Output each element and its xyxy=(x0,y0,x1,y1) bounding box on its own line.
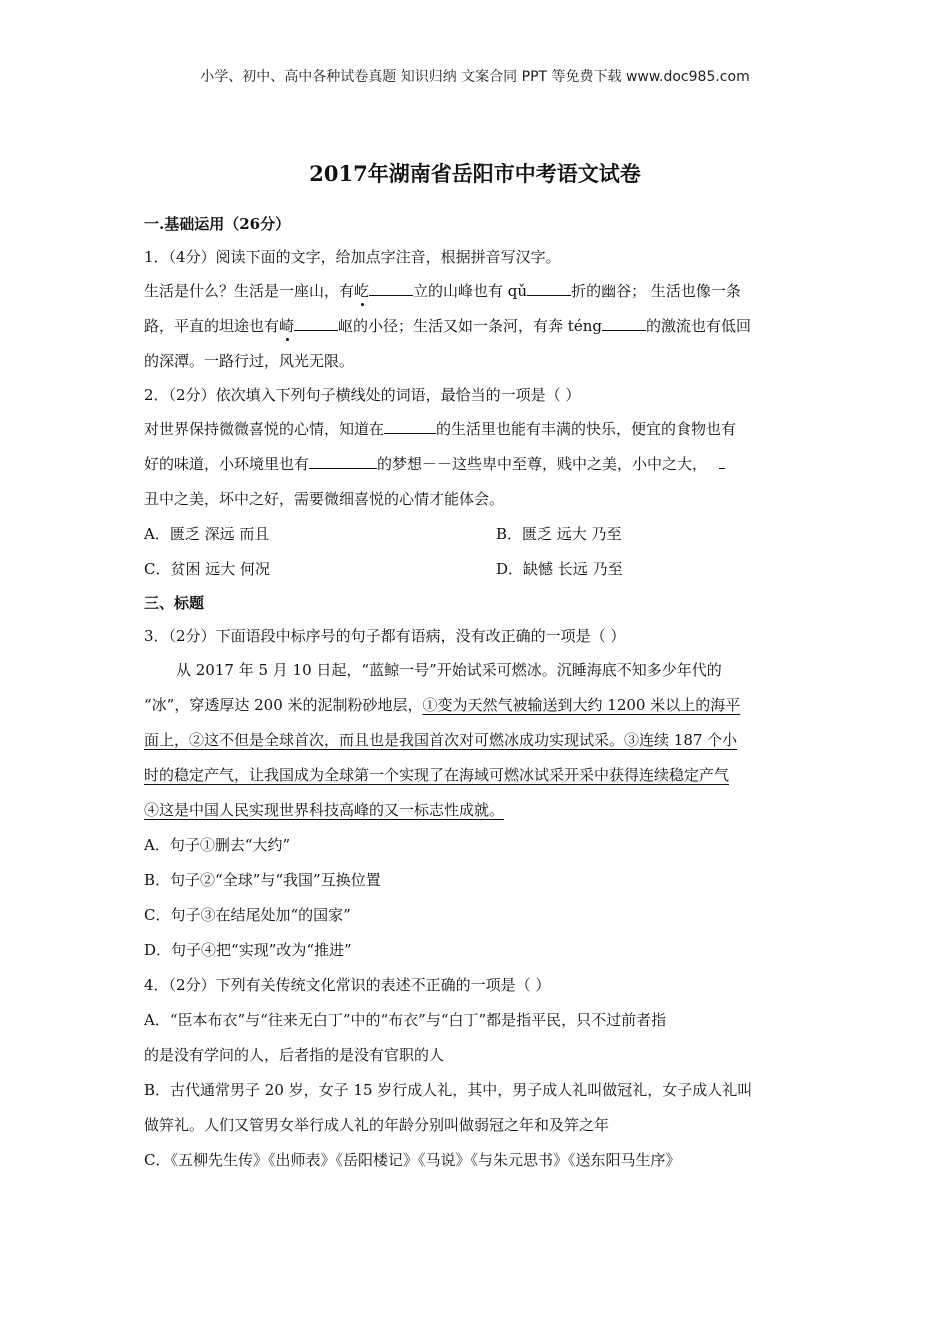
text: 的梦想－－这些卑中至尊，贱中之美，小中之大， xyxy=(377,455,708,473)
question-3-option-d[interactable]: D．句子④把“实现”改为“推进” xyxy=(144,941,352,959)
question-4-option-b-line-2: 做笄礼。人们又管男女举行成人礼的年龄分别叫做弱冠之年和及笄之年 xyxy=(144,1116,610,1134)
question-3-passage-line-5: ④这是中国人民实现世界科技高峰的又一标志性成就。 xyxy=(144,801,505,819)
answer-blank[interactable] xyxy=(309,450,377,469)
text: 立的山峰也有 qǔ xyxy=(413,282,528,300)
question-2-passage-line-1 xyxy=(144,412,808,447)
text: 生活是什么？生活是一座山，有 xyxy=(144,282,355,300)
option-c[interactable]: C．贫困 远大 何况 xyxy=(144,560,271,578)
question-2-passage-line-2 xyxy=(144,447,808,482)
text: 路，平直的坦途也有 xyxy=(144,317,280,335)
question-2-stem: 2．（2分）依次填入下列句子横线处的词语，最恰当的一项是（ ） xyxy=(144,386,581,404)
question-1-stem: 1．（4分）阅读下面的文字，给加点字注音，根据拼音写汉字。 xyxy=(144,248,561,266)
section-heading-basics: 一.基础运用（26分） xyxy=(144,215,291,233)
text: 对世界保持微微喜悦的心情，知道在 xyxy=(144,420,385,438)
page-header-banner: 小学、初中、高中各种试卷真题 知识归纳 文案合同 PPT 等免费下载 www.doc985.com xyxy=(200,69,750,85)
text: 好的味道，小环境里也有 xyxy=(144,455,310,473)
question-3-passage-line-4: 时的稳定产气，让我国成为全球第一个实现了在海域可燃冰试采开采中获得连续稳定产气 xyxy=(144,766,730,784)
option-d[interactable]: D．缺憾 长远 乃至 xyxy=(496,560,623,578)
question-1-passage-line-1 xyxy=(144,274,808,309)
question-3-passage-line-2 xyxy=(144,688,808,723)
dotted-char: 崎 xyxy=(279,317,295,335)
question-3-option-a[interactable]: A．句子①删去“大约” xyxy=(144,836,291,854)
question-4-stem: 4．（2分）下列有关传统文化常识的表述不正确的一项是（ ） xyxy=(144,976,551,994)
section-heading-3: 三、标题 xyxy=(144,594,205,612)
answer-blank[interactable] xyxy=(294,312,338,331)
dotted-char: 屹 xyxy=(354,282,370,300)
question-4-option-c-line-1[interactable]: C．《五柳先生传》《出师表》《岳阳楼记》《马说》《与朱元思书》《送东阳马生序》 xyxy=(144,1151,681,1169)
question-3-passage-line-1: 从 2017 年 5 月 10 日起，“蓝鲸一号”开始试采可燃冰。沉睡海底不知多少年代的 xyxy=(176,661,722,679)
question-1-passage-line-2 xyxy=(144,309,808,344)
text: 岖的小径；生活又如一条河，有奔 téng xyxy=(338,317,602,335)
question-3-option-c[interactable]: C．句子③在结尾处加“的国家” xyxy=(144,906,351,924)
answer-blank[interactable] xyxy=(602,312,646,331)
question-2-options-row-2 xyxy=(144,552,808,587)
question-2-options-row-1 xyxy=(144,517,808,552)
text: 的激流也有低回 xyxy=(645,317,751,335)
answer-blank[interactable] xyxy=(369,277,413,296)
text: 折的幽谷； 生活也像一条 xyxy=(571,282,741,300)
option-a[interactable]: A．匮乏 深远 而且 xyxy=(144,525,270,543)
question-1-passage-line-3: 的深潭。一路行过，风光无限。 xyxy=(144,352,355,370)
question-4-option-b-line-1[interactable]: B．古代通常男子 20 岁，女子 15 岁行成人礼，其中，男子成人礼叫做冠礼，女子成人礼叫 xyxy=(144,1081,753,1099)
exam-content xyxy=(144,208,808,1178)
text: “冰”，穿透厚达 200 米的泥制粉砂地层， xyxy=(144,696,423,714)
question-3-option-b[interactable]: B．句子②“全球”与“我国”互换位置 xyxy=(144,871,381,889)
question-2-passage-line-3: 丑中之美，坏中之好，需要微细喜悦的心情才能体会。 xyxy=(144,490,505,508)
text: 的生活里也能有丰满的快乐，便宜的食物也有 xyxy=(436,420,737,438)
question-3-passage-line-3: 面上，②这不但是全球首次，而且也是我国首次对可燃冰成功实现试采。③连续 187 个小 xyxy=(144,731,738,749)
option-b[interactable]: B．匮乏 远大 乃至 xyxy=(496,525,622,543)
question-4-option-a-line-2: 的是没有学问的人，后者指的是没有官职的人 xyxy=(144,1046,445,1064)
question-3-stem: 3．（2分）下面语段中标序号的句子都有语病，没有改正确的一项是（ ） xyxy=(144,627,626,645)
underlined-sentence: ①变为天然气被输送到大约 1200 米以上的海平 xyxy=(422,696,741,714)
question-4-option-a-line-1[interactable]: A．“臣本布衣”与“往来无白丁”中的“布衣”与“白丁”都是指平民，只不过前者指 xyxy=(144,1011,667,1029)
answer-blank[interactable] xyxy=(527,277,571,296)
answer-blank[interactable] xyxy=(384,415,436,434)
stray-underline xyxy=(719,450,725,469)
page-title: 2017年湖南省岳阳市中考语文试卷 xyxy=(309,161,641,186)
